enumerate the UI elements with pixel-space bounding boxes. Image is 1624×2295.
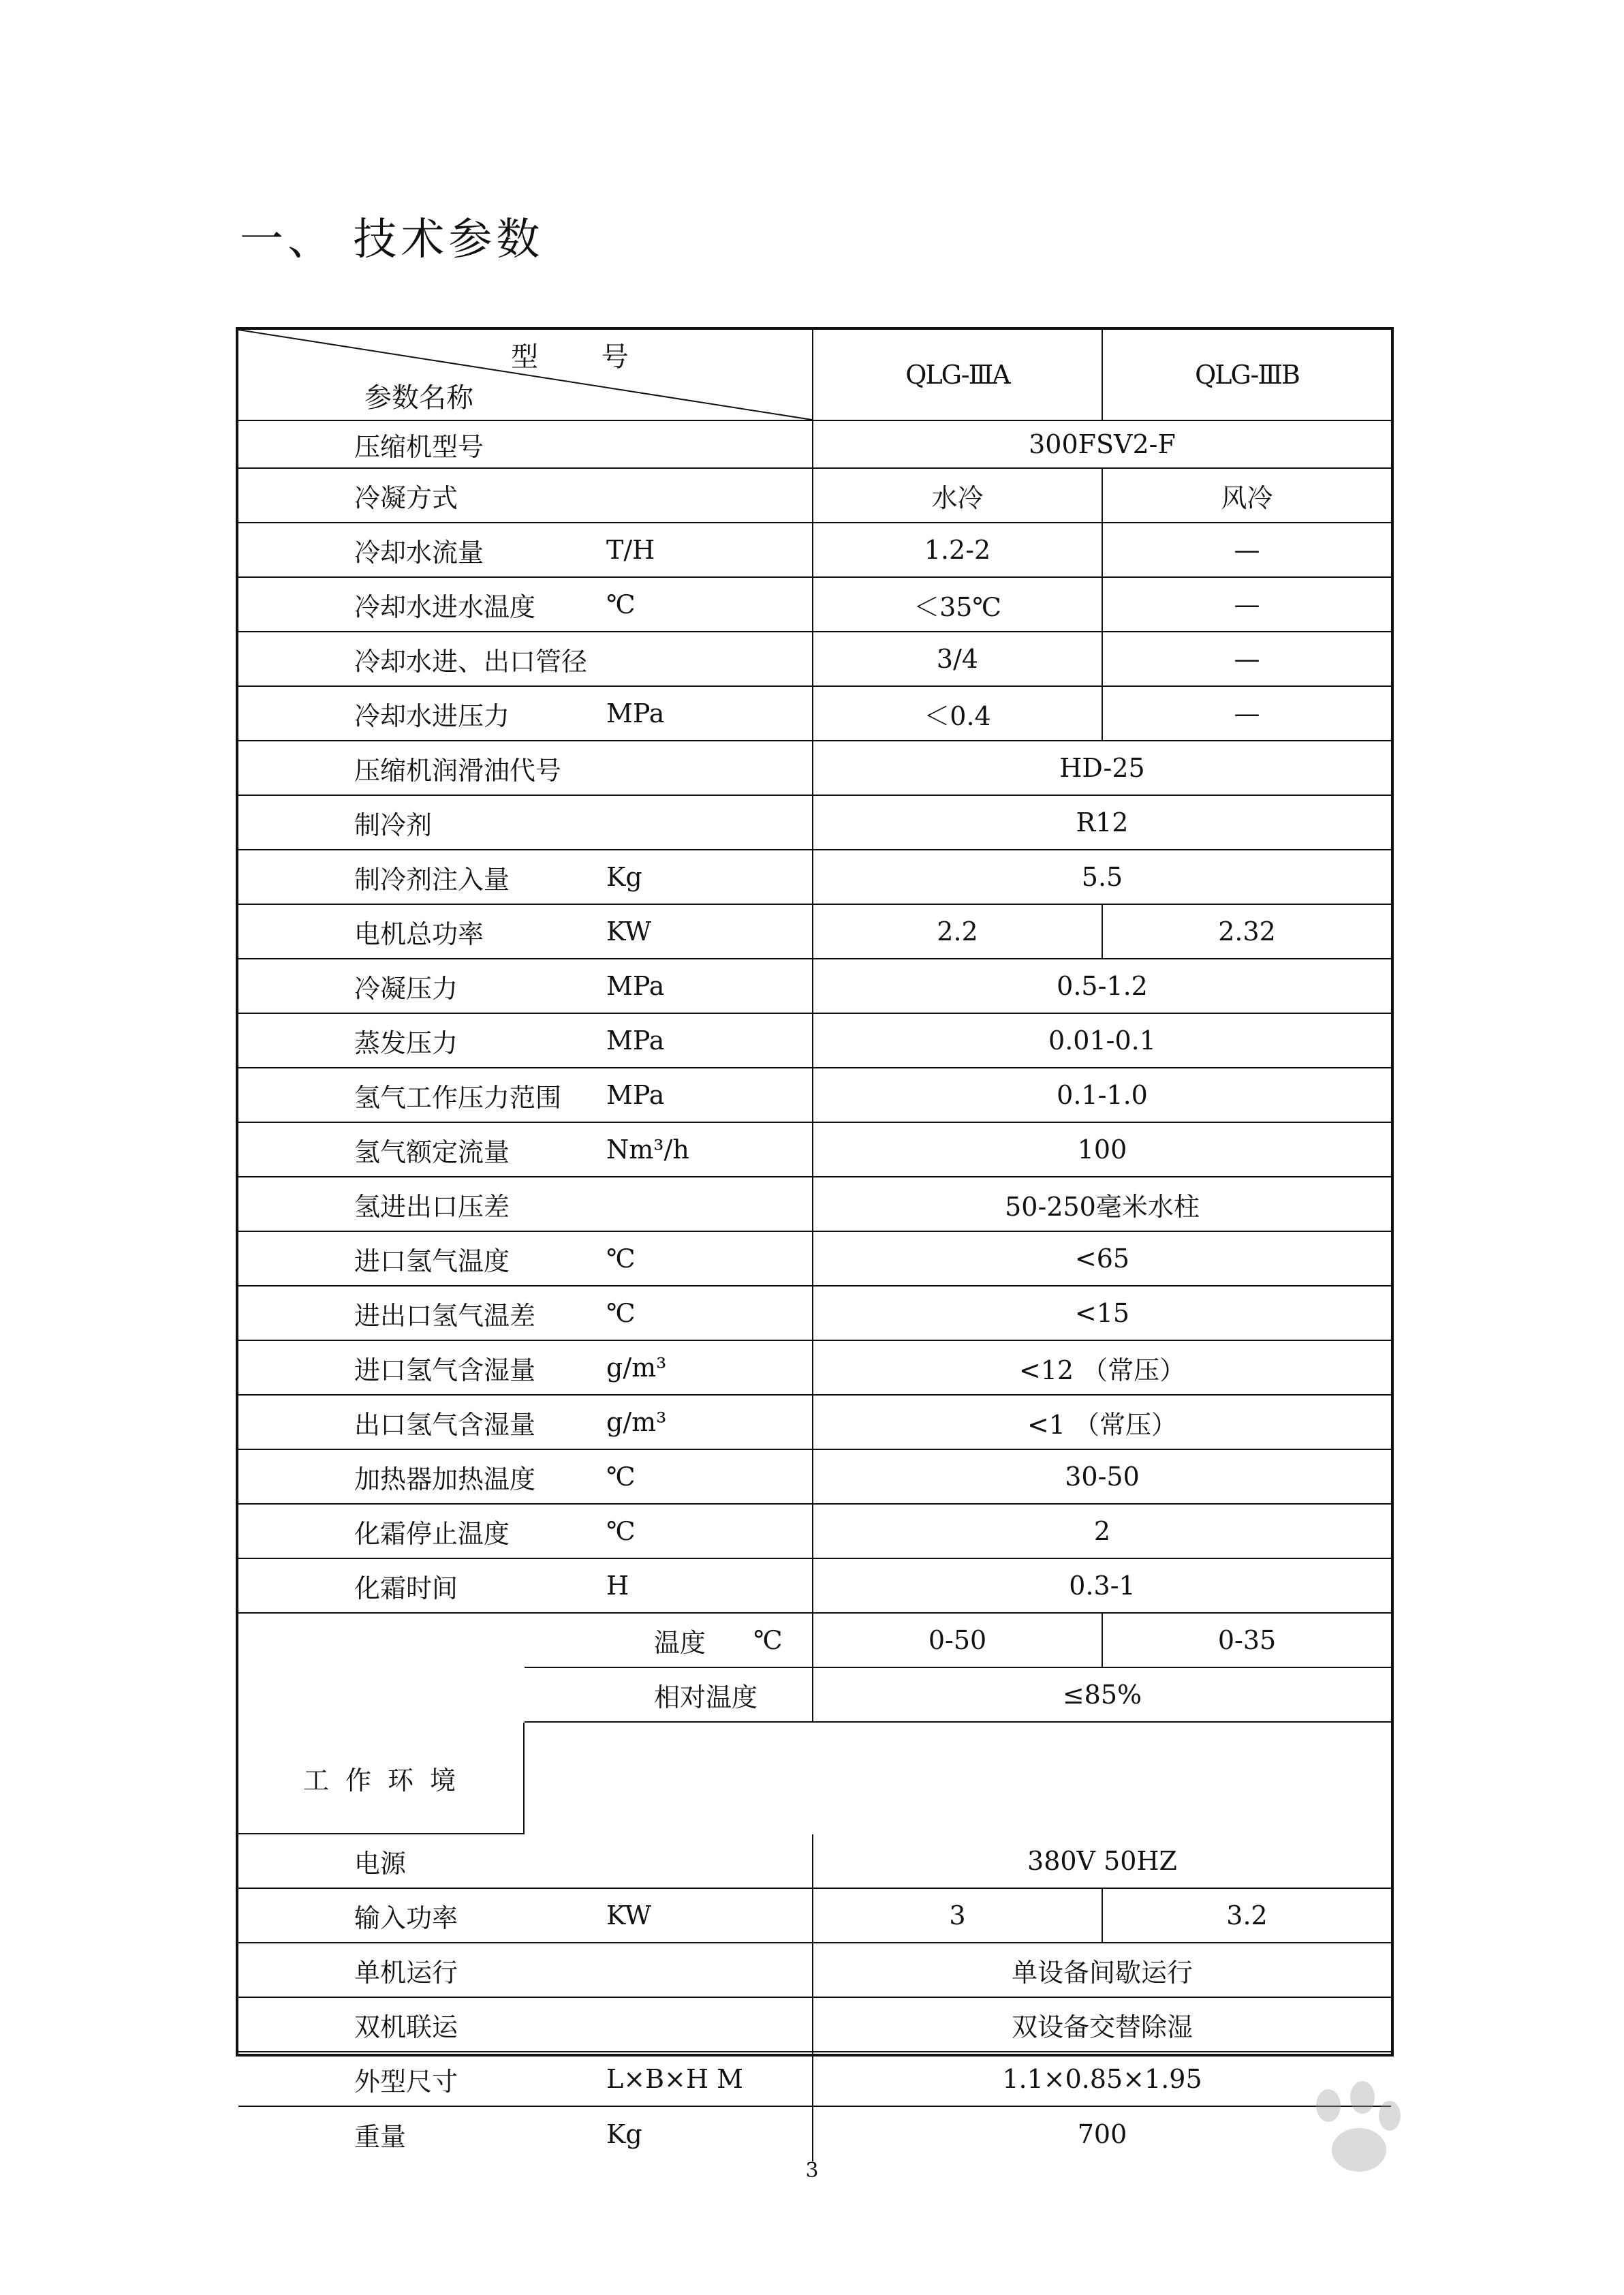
param-unit: ℃ xyxy=(606,1298,636,1328)
param-name: 氢进出口压差 xyxy=(354,1191,510,1222)
param-value-b: — xyxy=(1103,687,1391,741)
environment-temp-label xyxy=(525,1614,813,1668)
param-row-label xyxy=(238,1834,813,1889)
header-model-label: 型 号 xyxy=(511,341,656,373)
param-name: 压缩机润滑油代号 xyxy=(354,755,562,786)
param-value-a: 3/4 xyxy=(813,632,1103,687)
param-unit: ℃ xyxy=(606,589,636,619)
param-name: 电机总功率 xyxy=(354,919,484,949)
param-name: 电源 xyxy=(354,1848,407,1879)
param-value: <15 xyxy=(813,1287,1391,1341)
param-name: 出口氢气含湿量 xyxy=(354,1409,536,1440)
param-row-label xyxy=(238,2052,813,2107)
param-row-label xyxy=(238,1341,813,1396)
param-value: 100 xyxy=(813,1123,1391,1177)
param-row-label xyxy=(238,1177,813,1232)
param-value: 30-50 xyxy=(813,1450,1391,1505)
param-unit: g/m³ xyxy=(606,1407,667,1437)
param-row-label xyxy=(238,1559,813,1614)
param-row-label xyxy=(238,1889,813,1943)
param-row-label xyxy=(238,1998,813,2052)
technical-parameters-table xyxy=(236,327,1394,2152)
param-row-label xyxy=(238,632,813,687)
param-name: 化霜时间 xyxy=(354,1573,458,1603)
param-unit: ℃ xyxy=(606,1244,636,1274)
param-name: 单机运行 xyxy=(354,1957,458,1988)
param-name: 制冷剂注入量 xyxy=(354,864,510,895)
param-row-label xyxy=(238,523,813,578)
param-name: 冷却水进水温度 xyxy=(354,591,536,622)
param-name: 进出口氢气温差 xyxy=(354,1300,536,1331)
param-row-label xyxy=(238,421,813,469)
param-value: 0.1-1.0 xyxy=(813,1068,1391,1123)
param-name: 蒸发压力 xyxy=(354,1028,458,1058)
environment-humidity-label: 相对温度 xyxy=(525,1668,813,1723)
env-temp-name: 温度 xyxy=(654,1627,706,1658)
param-unit: ℃ xyxy=(606,1516,636,1546)
env-humidity-value: ≤85% xyxy=(813,1668,1391,1723)
param-value: R12 xyxy=(813,796,1391,850)
param-name: 双机联运 xyxy=(354,2012,458,2042)
param-row-label xyxy=(238,1123,813,1177)
env-temp-unit: ℃ xyxy=(753,1625,783,1655)
header-param-label: 参数名称 xyxy=(364,382,473,414)
param-row-label xyxy=(238,1287,813,1341)
param-value: 1.1×0.85×1.95 xyxy=(813,2052,1391,2107)
param-value-b: 风冷 xyxy=(1103,469,1391,523)
param-name: 制冷剂 xyxy=(354,810,433,840)
param-name: 重量 xyxy=(354,2121,407,2152)
param-value-a: 1.2-2 xyxy=(813,523,1103,578)
param-value: <1 （常压） xyxy=(813,1396,1391,1450)
header-model-a: QLG-ⅢA xyxy=(813,330,1103,421)
param-unit: Kg xyxy=(606,2119,642,2149)
param-value-a: ＜0.4 xyxy=(813,687,1103,741)
param-row-label xyxy=(238,469,813,523)
param-unit: MPa xyxy=(606,1026,665,1056)
param-name: 外型尺寸 xyxy=(354,2066,458,2097)
param-row-label xyxy=(238,687,813,741)
header-model-b: QLG-ⅢB xyxy=(1103,330,1391,421)
param-row-label xyxy=(238,850,813,905)
param-unit: ℃ xyxy=(606,1462,636,1492)
paw-icon xyxy=(1287,2078,1424,2181)
param-name: 加热器加热温度 xyxy=(354,1464,536,1494)
param-value-a: 2.2 xyxy=(813,905,1103,959)
param-row-label xyxy=(238,1450,813,1505)
env-temp-value-a: 0-50 xyxy=(813,1614,1103,1668)
param-value-b: — xyxy=(1103,632,1391,687)
param-name: 输入功率 xyxy=(354,1903,458,1933)
env-temp-value-b: 0-35 xyxy=(1103,1614,1391,1668)
param-unit: T/H xyxy=(606,535,655,565)
param-unit: KW xyxy=(606,1900,652,1930)
page-number: 3 xyxy=(805,2159,819,2183)
param-unit: Nm³/h xyxy=(606,1135,689,1165)
param-value-a: ＜35℃ xyxy=(813,578,1103,632)
param-unit: MPa xyxy=(606,1080,665,1110)
param-unit: H xyxy=(606,1571,629,1601)
section-heading: 一、 技术参数 xyxy=(240,215,544,265)
param-value: HD-25 xyxy=(813,741,1391,796)
param-row-label xyxy=(238,1232,813,1287)
param-name: 冷却水进压力 xyxy=(354,700,510,731)
param-row-label xyxy=(238,741,813,796)
param-value: <65 xyxy=(813,1232,1391,1287)
param-row-label xyxy=(238,578,813,632)
param-value-b: 3.2 xyxy=(1103,1889,1391,1943)
param-row-label xyxy=(238,1014,813,1068)
param-unit: MPa xyxy=(606,971,665,1001)
param-value-a: 3 xyxy=(813,1889,1103,1943)
param-row-label xyxy=(238,959,813,1014)
watermark-logo xyxy=(1165,2078,1546,2249)
param-row-label xyxy=(238,1068,813,1123)
param-unit: MPa xyxy=(606,698,665,728)
param-row-label xyxy=(238,905,813,959)
param-value: 5.5 xyxy=(813,850,1391,905)
param-name: 进口氢气温度 xyxy=(354,1246,510,1276)
param-row-label xyxy=(238,1396,813,1450)
param-row-label xyxy=(238,1943,813,1998)
param-value: 300FSV2-F xyxy=(813,421,1391,469)
param-name: 化霜停止温度 xyxy=(354,1518,510,1549)
param-name: 氢气工作压力范围 xyxy=(354,1082,562,1113)
table-header-diagonal-cell xyxy=(238,330,813,421)
param-value: 单设备间歇运行 xyxy=(813,1943,1391,1998)
param-row-label xyxy=(238,2107,813,2161)
param-value: 双设备交替除湿 xyxy=(813,1998,1391,2052)
param-value: 0.5-1.2 xyxy=(813,959,1391,1014)
param-name: 氢气额定流量 xyxy=(354,1137,510,1167)
param-name: 冷却水进、出口管径 xyxy=(354,646,588,677)
param-value: 0.01-0.1 xyxy=(813,1014,1391,1068)
param-row-label xyxy=(238,796,813,850)
param-value: <12 （常压） xyxy=(813,1341,1391,1396)
param-unit: Kg xyxy=(606,862,642,892)
param-name: 冷却水流量 xyxy=(354,537,484,568)
param-value: 2 xyxy=(813,1505,1391,1559)
param-name: 压缩机型号 xyxy=(354,431,484,462)
param-value-b: — xyxy=(1103,523,1391,578)
param-value: 700 xyxy=(1077,2119,1127,2149)
param-row-label xyxy=(238,1505,813,1559)
param-name: 冷凝方式 xyxy=(354,482,458,513)
param-name: 进口氢气含湿量 xyxy=(354,1355,536,1385)
param-value-b: — xyxy=(1103,578,1391,632)
param-value: 50-250毫米水柱 xyxy=(813,1177,1391,1232)
param-name: 冷凝压力 xyxy=(354,973,458,1004)
param-value: 0.3-1 xyxy=(813,1559,1391,1614)
param-unit: L×B×H M xyxy=(606,2064,743,2094)
param-value: 380V 50HZ xyxy=(813,1834,1391,1889)
param-value-a: 水冷 xyxy=(813,469,1103,523)
environment-label: 工作环境 xyxy=(238,1723,525,1834)
param-value-b: 2.32 xyxy=(1103,905,1391,959)
param-unit: g/m³ xyxy=(606,1353,667,1383)
param-unit: KW xyxy=(606,917,652,946)
